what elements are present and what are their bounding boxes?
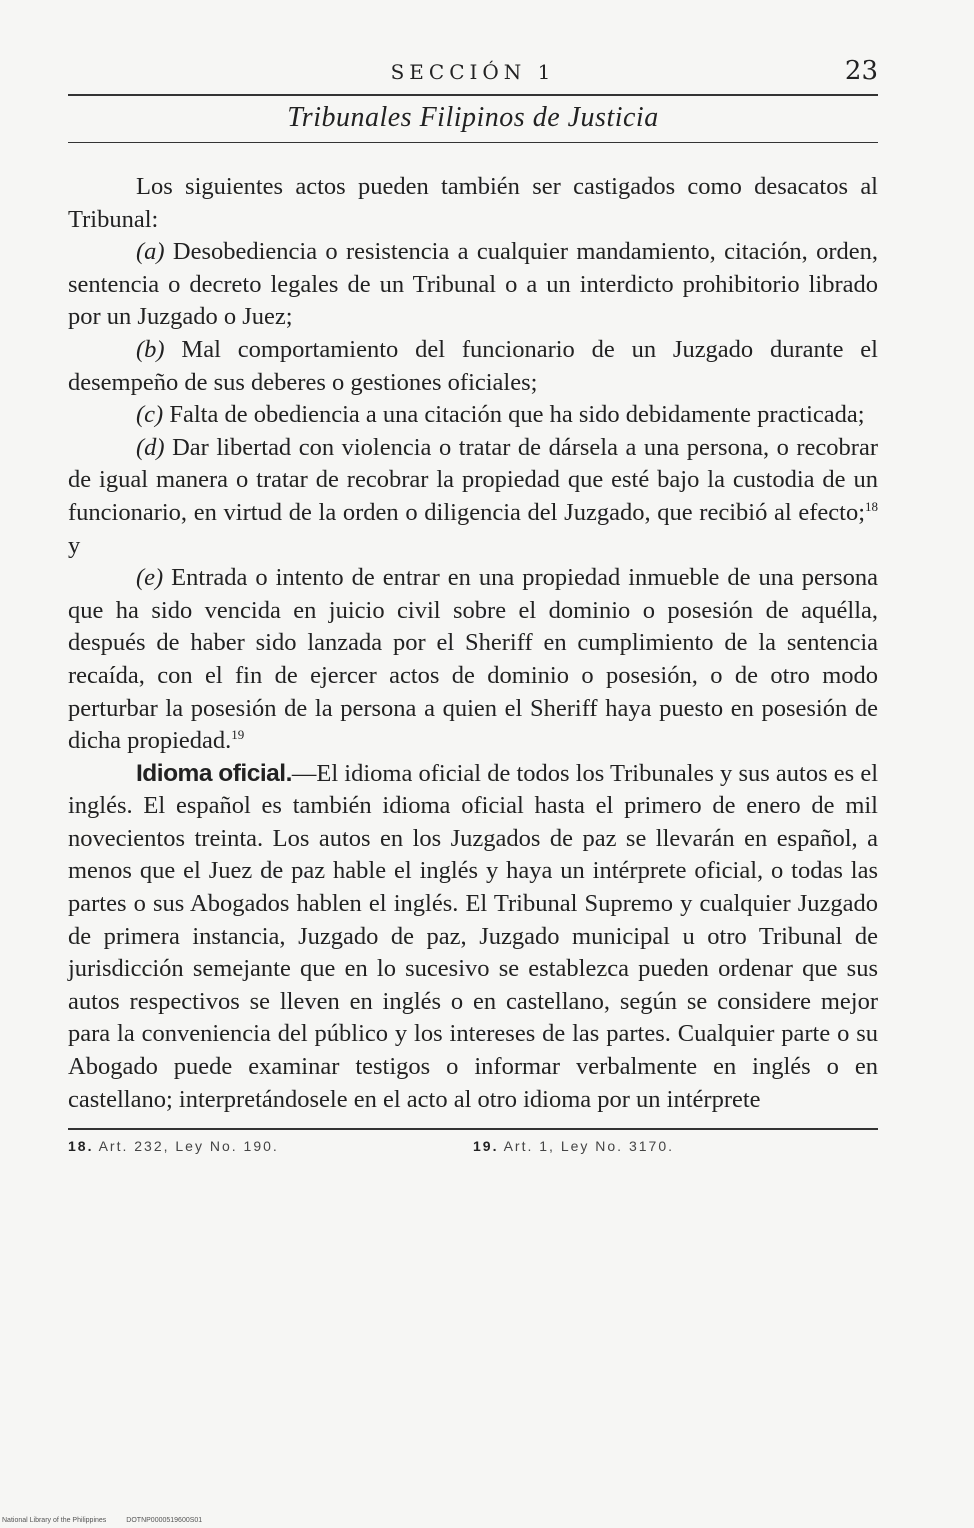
document-page [68, 52, 878, 1154]
footnote-19: 19. Art. 1, Ley No. 3170. [473, 1138, 674, 1155]
page-number: 23 [844, 56, 878, 86]
idioma-heading: Idioma oficial. [136, 759, 292, 787]
item-e: (e) Entrada o intento de entrar en una propiedad inmueble de una persona que ha sido vencida en juicio civil sobre el dominio o posesión de aquélla, después de haber sido lanzada por el Sheriff en cumplimiento de la sentencia recaída, con el fin de ejercer actos de dominio o posesión, o de otro modo perturbar la posesión de la persona a quien el Sheriff haya puesto en posesión de dicha propiedad.$^{19}$ [68, 564, 878, 755]
body-text [68, 171, 878, 1116]
header-rule [68, 94, 878, 96]
item-c: (c) Falta de obediencia a una citación que ha sido debidamente practicada; [136, 401, 865, 429]
running-subtitle: Tribunales Filipinos de Justicia [287, 102, 659, 133]
item-d: (d) Dar libertad con violencia o tratar de dársela a una persona, o recobrar de igual manera o tratar de recobrar la propiedad que esté bajo la custodia de un funcionario, en virtud de la orden o diligencia del Juzgado, que recibió al efecto;$^{18}$ y [68, 433, 878, 559]
idioma-paragraph: Idioma oficial.—El idioma oficial de todos los Tribunales y sus autos es el inglés. El español es también idioma oficial hasta el primero de enero de mil novecientos treinta. Los autos en los Juzgados de paz se llevarán en español, a menos que el Juez de paz hable el inglés y haya un intérprete oficial, o todas las partes o sus Abogados hablen el inglés. El Tribunal Supremo y cualquier Juzgado de primera instancia, Juzgado de paz, Juzgado municipal u otro Tribunal de jurisdicción semejante que en lo sucesivo se establezca pueden ordenar que sus autos respectivos se lleven en inglés o en castellano, según se considere mejor para la conveniencia del público y los intereses de las partes. Cualquier parte o su Abogado puede examinar testigos o informar verbalmente en inglés o en castellano; interpretándosele en el acto al otro idioma por un intérprete [68, 759, 878, 1113]
section-title: SECCIÓN 1 [390, 60, 556, 84]
page-header [68, 52, 878, 92]
footnotes [68, 1138, 878, 1154]
item-a: (a) Desobediencia o resistencia a cualquier mandamiento, citación, orden, sentencia o decreto legales de un Tribunal o a un interdicto prohibitorio librado por un Juzgado o Juez; [68, 238, 878, 331]
scan-credit: National Library of the Philippines DOTNP0000519600S01 [2, 1517, 203, 1524]
footnote-18: 18. Art. 232, Ley No. 190. [68, 1138, 279, 1155]
intro-paragraph: Los siguientes actos pueden también ser castigados como desacatos al Tribunal: [68, 173, 878, 233]
footnote-rule [68, 1128, 878, 1130]
footnote-ref-18: 18 [865, 498, 878, 514]
subtitle-rule [68, 142, 878, 143]
footnote-ref-19: 19 [231, 726, 245, 742]
item-b: (b) Mal comportamiento del funcionario de un Juzgado durante el desempeño de sus deberes o gestiones oficiales; [68, 335, 878, 396]
